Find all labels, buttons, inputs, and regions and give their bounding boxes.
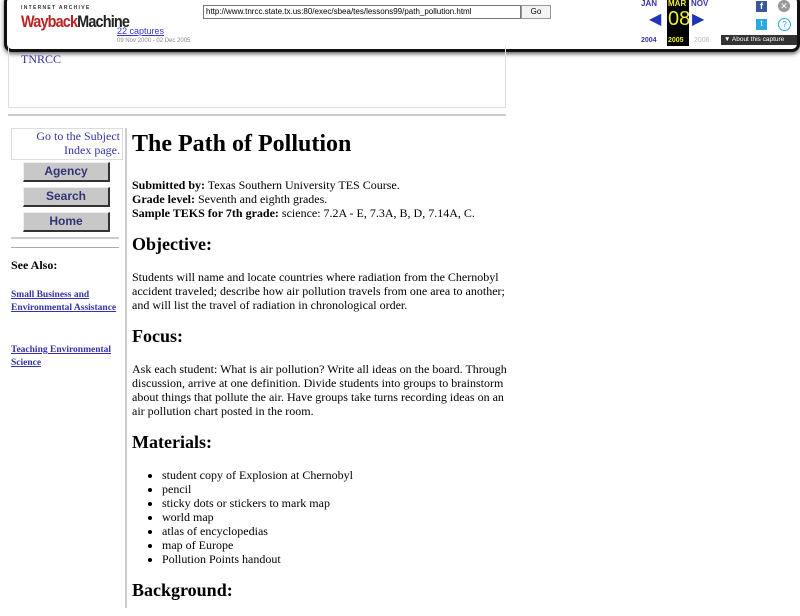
focus-heading: Focus:	[132, 326, 183, 346]
next-arrow-icon[interactable]: ▶	[692, 11, 705, 28]
facebook-icon[interactable]: f	[756, 1, 767, 12]
logo-part: Machine	[77, 12, 130, 31]
meta-value: Seventh and eighth grades.	[194, 192, 328, 206]
month-prev[interactable]: JAN	[641, 0, 658, 8]
search-button[interactable]: Search	[23, 187, 110, 207]
meta-line	[132, 192, 512, 206]
capture-range: 09 Nov 2000 - 02 Dec 2005	[117, 38, 191, 44]
help-icon[interactable]: ?	[778, 18, 791, 31]
meta-value: science: 7.2A - E, 7.3A, B, D, 7.14A, C.	[278, 206, 475, 220]
capture-day: 08	[668, 8, 691, 30]
meta-value: Texas Southern University TES Course.	[205, 178, 400, 192]
divider	[11, 247, 119, 248]
logo-part: Wayback	[21, 12, 78, 31]
meta-key: Sample TEKS for 7th grade:	[132, 206, 279, 220]
agency-button[interactable]: Agency	[23, 162, 110, 182]
list-item: • pencil	[162, 482, 512, 496]
list-item: • map of Europe	[162, 538, 512, 552]
objective-heading: Objective:	[132, 234, 212, 254]
meta-key: Submitted by:	[132, 178, 206, 192]
wayback-toolbar	[4, 0, 800, 52]
focus-text: Ask each student: What is air pollution? Write all ideas on the board. Through discussion, arrive at one definition. Divide students into groups to brainstorm about things that pollute the air. Have groups take turns recording ideas on an air pollution chart posted in the room.	[132, 362, 507, 418]
background-heading: Background:	[132, 580, 233, 600]
list-item: • sticky dots or stickers to mark map	[162, 496, 512, 510]
twitter-icon[interactable]: t	[756, 19, 767, 30]
logo-caption: INTERNET ARCHIVE	[21, 5, 91, 11]
meta-line	[132, 206, 512, 220]
list-item: • world map	[162, 510, 512, 524]
page-title: The Path of Pollution	[132, 131, 352, 157]
wayback-logo[interactable]	[21, 12, 129, 32]
meta-line	[132, 178, 512, 192]
divider	[8, 114, 506, 116]
close-icon[interactable]: ✕	[778, 0, 790, 12]
year-current: 2005	[668, 37, 684, 44]
divider	[11, 237, 119, 239]
teaching-env-science-link[interactable]: Teaching Environmental Science	[11, 345, 112, 368]
column-divider	[125, 128, 127, 608]
prev-arrow-icon[interactable]: ◀	[649, 11, 662, 28]
month-next[interactable]: NOV	[691, 0, 709, 8]
home-button[interactable]: Home	[23, 212, 110, 232]
month-current: MAR	[668, 0, 687, 8]
see-also-heading: See Also:	[11, 258, 58, 272]
go-button[interactable]: Go	[521, 5, 551, 19]
objective-text: Students will name and locate countries where radiation from the Chernobyl accident traveled; describe how air pollution travels from one area to another; and will list the travel of radiation in chronological order.	[132, 270, 505, 312]
subject-index-link[interactable]: Go to the Subject Index page.	[11, 128, 123, 160]
materials-heading: Materials:	[132, 432, 212, 452]
year-prev[interactable]: 2004	[641, 37, 657, 44]
list-item: • atlas of encyclopedias	[162, 524, 512, 538]
header-banner	[8, 46, 506, 108]
meta-key: Grade level:	[132, 192, 195, 206]
captures-link[interactable]: 22 captures	[117, 26, 165, 36]
tnrcc-link[interactable]: TNRCC	[21, 52, 62, 66]
small-business-link[interactable]: Small Business and Environmental Assistance	[11, 290, 117, 313]
list-item: • Pollution Points handout	[162, 552, 512, 566]
year-next: 2006	[694, 37, 710, 44]
url-input[interactable]: http://www.tnrcc.state.tx.us:80/exec/sbea/tes/lessons99/path_pollution.html	[203, 5, 521, 19]
about-capture-button[interactable]: ▼ About this capture	[721, 35, 797, 45]
main-content	[132, 128, 512, 616]
materials-list	[132, 468, 512, 566]
list-item: • student copy of Explosion at Chernobyl	[162, 468, 512, 482]
